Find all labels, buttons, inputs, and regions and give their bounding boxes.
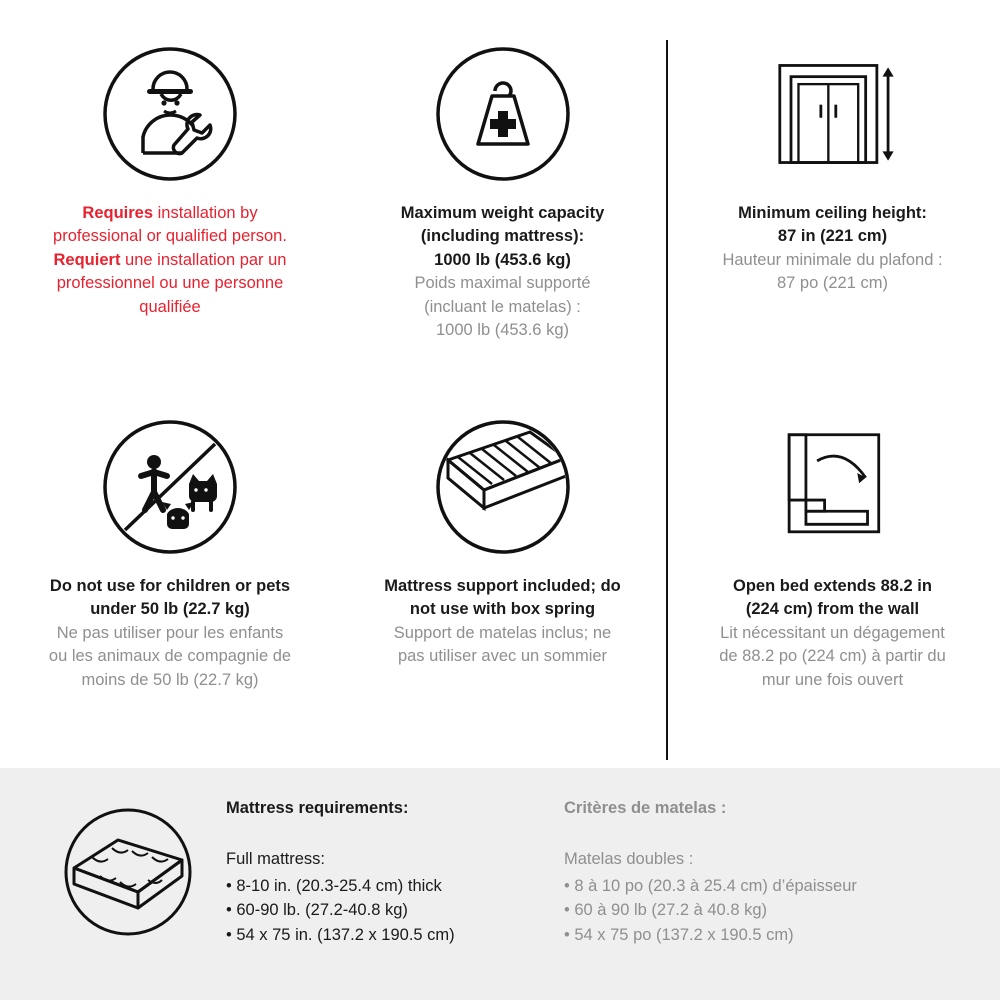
panel-open-bed-clearance (665, 385, 1000, 768)
caption-no-children-pets (20, 575, 320, 692)
caption-line: 1000 lb (453.6 kg) (435, 321, 569, 340)
slat-support-icon (433, 417, 573, 557)
caption-line: (including mattress): (420, 227, 585, 246)
caption-line: Hauteur minimale du plafond : (722, 250, 943, 269)
footer-item: • 54 x 75 in. (137.2 x 190.5 cm) (226, 926, 455, 944)
panel-ceiling-height (665, 0, 1000, 385)
footer-english-column (226, 796, 546, 948)
caption-line: qualifiée (139, 297, 201, 316)
caption-line: Maximum weight capacity (400, 204, 605, 222)
ceiling-height-icon (763, 44, 903, 184)
weight-plus-icon (433, 44, 573, 184)
caption-line: Do not use for children or pets (49, 577, 291, 595)
caption-line: Ne pas utiliser pour les enfants (56, 623, 284, 642)
caption-line: (incluant le matelas) : (424, 297, 581, 316)
footer-title-fr: Critères de matelas : (564, 799, 727, 817)
caption-line: 1000 lb (453.6 kg) (434, 250, 571, 269)
footer-item: • 60 à 90 lb (27.2 à 40.8 kg) (564, 901, 767, 920)
no-children-pets-icon (100, 417, 240, 557)
panel-installation (0, 0, 340, 385)
caption-line: mur une fois ouvert (761, 670, 904, 689)
footer-item: • 54 x 75 po (137.2 x 190.5 cm) (564, 926, 794, 944)
murphy-bed-open-icon (763, 417, 903, 557)
caption-open-bed-clearance (688, 575, 978, 692)
caption-mattress-support (353, 575, 653, 669)
caption-line: Open bed extends 88.2 in (733, 577, 932, 595)
caption-line: 87 in (221 cm) (777, 227, 888, 246)
footer-title-en: Mattress requirements: (226, 799, 409, 817)
caption-line: under 50 lb (22.7 kg) (90, 600, 250, 619)
footer-item: • 8-10 in. (20.3-25.4 cm) thick (226, 876, 442, 895)
caption-line: Lit nécessitant un dégagement (720, 623, 945, 642)
caption-line: Requiert (53, 250, 121, 269)
installer-worker-icon (100, 44, 240, 184)
caption-line: Minimum ceiling height: (738, 204, 927, 222)
panel-weight-capacity (340, 0, 665, 385)
mattress-icon (62, 806, 194, 938)
footer-subtitle-en: Full mattress: (226, 849, 326, 868)
caption-line: moins de 50 lb (22.7 kg) (81, 670, 259, 689)
caption-line: (224 cm) from the wall (745, 600, 920, 619)
footer-mattress-requirements (0, 768, 1000, 1000)
caption-line: Mattress support included; do (384, 577, 621, 595)
caption-line: not use with box spring (409, 600, 596, 619)
footer-subtitle-fr: Matelas doubles : (564, 849, 694, 868)
caption-ceiling-height (688, 202, 978, 296)
caption-installation (20, 202, 320, 319)
caption-line: professional or qualified person. (53, 227, 287, 246)
caption-line: ou les animaux de compagnie de (48, 647, 292, 666)
caption-line: professionnel ou une personne (56, 274, 284, 293)
caption-line: pas utiliser avec un sommier (397, 647, 608, 666)
panel-mattress-support (340, 385, 665, 768)
caption-line: 87 po (221 cm) (777, 274, 888, 293)
caption-line: installation by (153, 204, 258, 222)
footer-item: • 60-90 lb. (27.2-40.8 kg) (226, 901, 408, 920)
caption-line: Support de matelas inclus; ne (393, 623, 612, 642)
caption-line: Requires (82, 204, 154, 222)
caption-line: Poids maximal supporté (414, 274, 591, 293)
caption-line: une installation par un (120, 250, 287, 269)
footer-item: • 8 à 10 po (20.3 à 25.4 cm) d’épaisseur (564, 876, 857, 895)
caption-line: de 88.2 po (224 cm) à partir du (719, 647, 946, 666)
caption-weight-capacity (353, 202, 653, 343)
footer-french-column (564, 796, 964, 948)
panel-no-children-pets (0, 385, 340, 768)
